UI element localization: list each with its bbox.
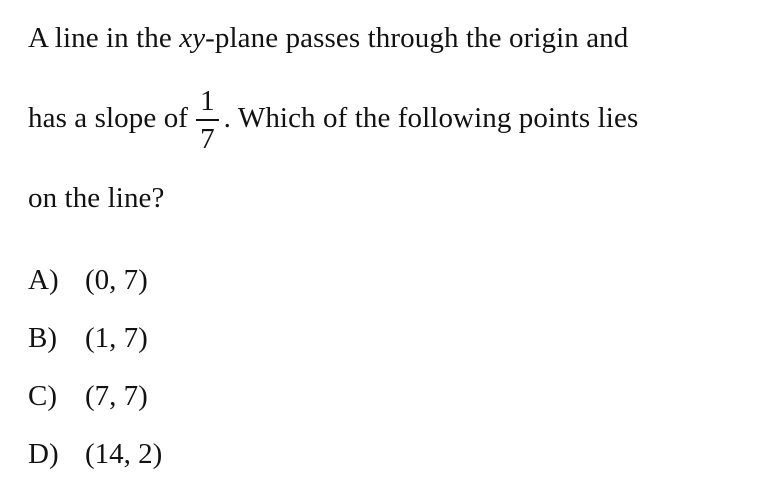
choice-a-label: A) [28,264,59,296]
question-line-1 [28,20,628,56]
question-line-2-post: . Which of the following points lies [223,102,639,135]
question-line-1-pre: A line in the [28,22,180,54]
choice-c-label: C) [28,380,57,412]
fraction-one-seventh [196,85,219,156]
question-line-1-italic-xy: xy [179,22,206,54]
choice-b[interactable] [28,321,162,356]
question-line-1-post: -plane passes through the origin and [205,22,629,54]
choice-c-value: (7, 7) [85,380,148,412]
fraction-numerator: 1 [196,85,219,121]
choice-d[interactable] [28,437,162,472]
question-line-3: on the line? [28,182,165,214]
choice-b-label: B) [28,322,57,354]
choice-a[interactable] [28,263,162,298]
choice-d-label: D) [28,438,59,470]
answer-choices [28,263,162,495]
question-line-2 [28,85,638,156]
question-line-2-pre: has a slope of [28,102,189,135]
choice-a-value: (0, 7) [85,264,148,296]
fraction-denominator: 7 [200,123,215,156]
choice-d-value: (14, 2) [85,438,163,470]
choice-b-value: (1, 7) [85,322,148,354]
choice-c[interactable] [28,379,162,414]
